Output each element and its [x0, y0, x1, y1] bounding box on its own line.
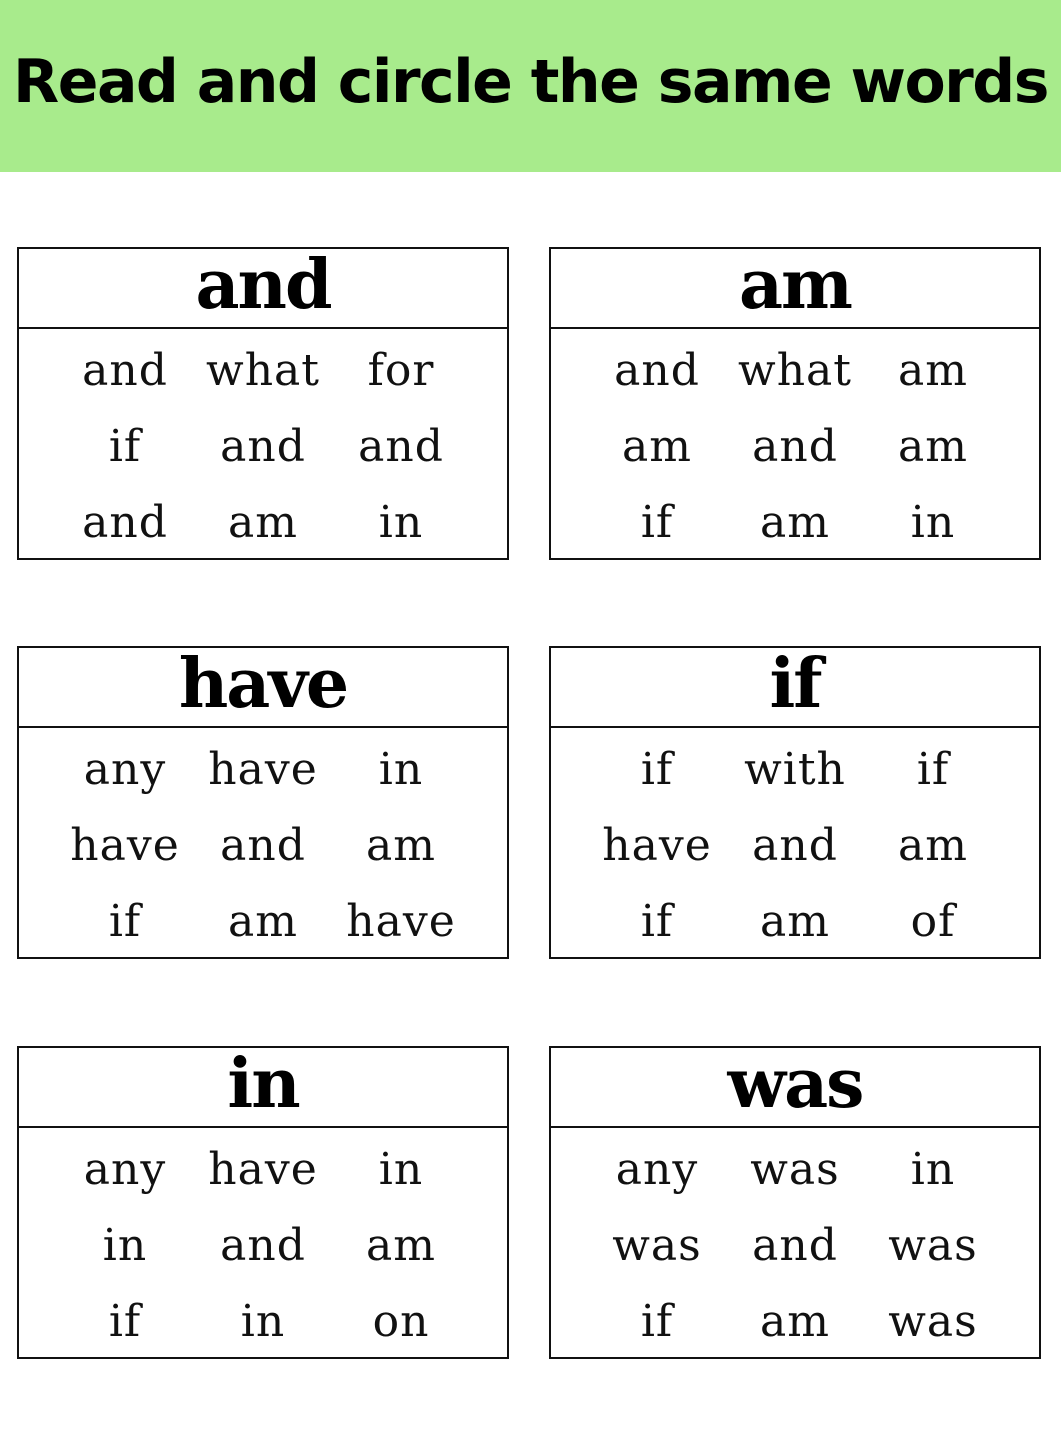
- page-title: Read and circle the same words: [13, 47, 1048, 117]
- word-option[interactable]: if: [916, 744, 950, 795]
- word-option[interactable]: am: [760, 896, 830, 947]
- word-option[interactable]: if: [108, 421, 142, 472]
- word-grid: [551, 1128, 1039, 1368]
- word-option[interactable]: and: [220, 1220, 306, 1271]
- word-option[interactable]: am: [898, 820, 968, 871]
- word-option[interactable]: what: [738, 345, 852, 396]
- word-option[interactable]: if: [640, 1296, 674, 1347]
- word-option[interactable]: and: [220, 421, 306, 472]
- word-option[interactable]: have: [70, 820, 180, 871]
- card-header: [19, 1044, 507, 1128]
- word-option[interactable]: what: [206, 345, 320, 396]
- word-grid: [19, 329, 507, 569]
- word-option[interactable]: am: [366, 820, 436, 871]
- word-grid: [19, 728, 507, 968]
- word-option[interactable]: was: [612, 1220, 702, 1271]
- word-option[interactable]: if: [108, 1296, 142, 1347]
- target-word: am: [738, 245, 851, 325]
- word-option[interactable]: and: [82, 497, 168, 548]
- header-banner: [0, 0, 1061, 172]
- word-option[interactable]: and: [82, 345, 168, 396]
- word-option[interactable]: of: [910, 896, 956, 947]
- word-option[interactable]: and: [614, 345, 700, 396]
- word-option[interactable]: and: [752, 421, 838, 472]
- word-option[interactable]: if: [108, 896, 142, 947]
- word-option[interactable]: with: [744, 744, 846, 795]
- word-option[interactable]: have: [602, 820, 712, 871]
- card-header: [551, 1044, 1039, 1128]
- word-option[interactable]: if: [640, 497, 674, 548]
- word-option[interactable]: in: [102, 1220, 148, 1271]
- word-card-5: [17, 1046, 509, 1359]
- word-option[interactable]: in: [378, 744, 424, 795]
- card-header: [551, 245, 1039, 329]
- word-option[interactable]: in: [240, 1296, 286, 1347]
- word-option[interactable]: if: [640, 744, 674, 795]
- word-option[interactable]: and: [358, 421, 444, 472]
- word-grid: [551, 329, 1039, 569]
- word-grid: [551, 728, 1039, 968]
- word-option[interactable]: any: [83, 744, 167, 795]
- card-header: [551, 644, 1039, 728]
- word-option[interactable]: am: [898, 421, 968, 472]
- card-header: [19, 245, 507, 329]
- word-option[interactable]: and: [752, 1220, 838, 1271]
- word-option[interactable]: in: [910, 497, 956, 548]
- target-word: if: [769, 644, 821, 724]
- word-card-3: [17, 646, 509, 959]
- word-option[interactable]: was: [888, 1296, 978, 1347]
- word-option[interactable]: any: [615, 1144, 699, 1195]
- word-option[interactable]: in: [910, 1144, 956, 1195]
- word-option[interactable]: in: [378, 497, 424, 548]
- word-option[interactable]: was: [888, 1220, 978, 1271]
- target-word: was: [727, 1044, 863, 1124]
- word-option[interactable]: am: [228, 896, 298, 947]
- target-word: and: [195, 245, 331, 325]
- word-option[interactable]: have: [208, 744, 318, 795]
- word-option[interactable]: have: [346, 896, 456, 947]
- card-header: [19, 644, 507, 728]
- word-card-2: [549, 247, 1041, 560]
- word-option[interactable]: am: [622, 421, 692, 472]
- target-word: have: [178, 644, 348, 724]
- word-grid: [19, 1128, 507, 1368]
- word-option[interactable]: in: [378, 1144, 424, 1195]
- word-option[interactable]: have: [208, 1144, 318, 1195]
- word-option[interactable]: and: [220, 820, 306, 871]
- word-card-6: [549, 1046, 1041, 1359]
- word-option[interactable]: am: [366, 1220, 436, 1271]
- word-option[interactable]: on: [372, 1296, 430, 1347]
- target-word: in: [227, 1044, 299, 1124]
- word-option[interactable]: any: [83, 1144, 167, 1195]
- word-option[interactable]: and: [752, 820, 838, 871]
- word-option[interactable]: am: [228, 497, 298, 548]
- word-option[interactable]: am: [760, 1296, 830, 1347]
- word-option[interactable]: am: [760, 497, 830, 548]
- word-option[interactable]: for: [367, 345, 435, 396]
- word-card-1: [17, 247, 509, 560]
- word-option[interactable]: if: [640, 896, 674, 947]
- word-card-4: [549, 646, 1041, 959]
- word-option[interactable]: was: [750, 1144, 840, 1195]
- word-option[interactable]: am: [898, 345, 968, 396]
